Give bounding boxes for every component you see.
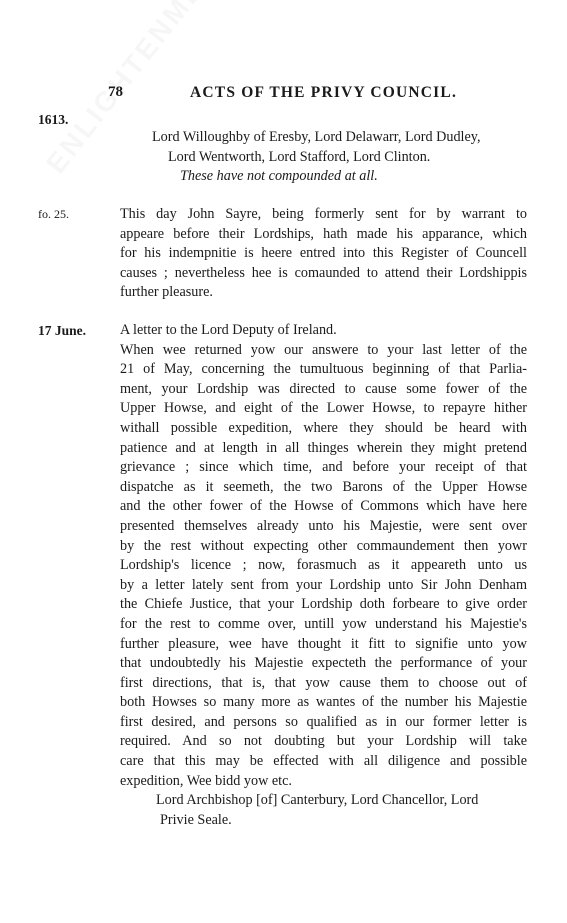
letter-line: further pleasure, wee have thought it fitt to signifie unto yow (120, 635, 527, 652)
signatory-line: Lord Archbishop [of] Canterbury, Lord Chancellor, Lord (156, 792, 479, 809)
margin-year: 1613. (38, 112, 69, 127)
lords-line: Lord Wentworth, Lord Stafford, Lord Clinton. (168, 148, 431, 165)
sayre-entry (120, 205, 527, 303)
sayre-line: appeare before their Lordships, hath made his apparance, which (120, 225, 527, 242)
letter-line: Lordship's licence ; now, forasmuch as it appeareth unto us (120, 557, 527, 574)
margin-folio: fo. 25. (38, 207, 69, 221)
sayre-line: This day John Sayre, being formerly sent for by warrant to (120, 206, 527, 222)
sayre-line: for his indempnitie is heere entred into this Register of Councell (120, 245, 527, 262)
letter-line: for the rest to comme over, untill yow understand his Majestie's (120, 615, 527, 632)
letter-line: ment, your Lordship was directed to cause some fower of the (120, 380, 527, 397)
margin-date: 17 June. (38, 323, 87, 338)
letter-line: by the rest without expecting other commaundement then yowr (120, 537, 527, 554)
letter-line: When wee returned yow our answere to your last letter of the (120, 341, 527, 358)
signatory-line: Privie Seale. (160, 811, 232, 828)
letter-line: that undoubtedly his Majestie expecteth the performance of your (120, 655, 527, 672)
letter-line: first directions, that is, that yow cause them to choose out of (120, 674, 527, 691)
page-header (0, 84, 567, 106)
letter-line: patience and at length in all thinges wherein they might pretend (120, 439, 527, 456)
letter-line: by a letter lately sent from your Lordship unto Sir John Denham (120, 576, 527, 593)
letter-line: grievance ; since which time, and before your receipt of that (120, 459, 527, 476)
lords-block (152, 128, 527, 187)
sayre-line: causes ; nevertheless hee is comaunded to attend their Lordshippis (120, 264, 527, 281)
letter-line: care that this may be effected with all diligence and possible (120, 753, 527, 770)
letter-line: and the other fower of the Howse of Commons which have here (120, 498, 527, 515)
running-title: ACTS OF THE PRIVY COUNCIL. (190, 84, 458, 101)
letter-heading: A letter to the Lord Deputy of Ireland. (120, 322, 337, 338)
letter-line: first desired, and persons so qualified as in our former letter is (120, 713, 527, 730)
letter-line: presented themselves already unto his Majestie, were sent over (120, 517, 527, 534)
letter-line: expedition, Wee bidd yow etc. (120, 772, 292, 789)
letter-entry (120, 321, 527, 830)
lords-line: Lord Willoughby of Eresby, Lord Delawarr, Lord Dudley, (152, 129, 481, 145)
letter-line: required. And so not doubting but your Lordship will take (120, 733, 527, 750)
letter-line: withall possible expedition, where they should be heard with (120, 419, 527, 436)
letter-line: 21 of May, concerning the tumultuous beginning of that Parlia- (120, 361, 527, 378)
letter-line: dispatche as it seemeth, the two Barons of the Upper Howse (120, 478, 527, 495)
page-number: 78 (108, 84, 123, 100)
letter-line: Upper Howse, and eight of the Lower Howse, to repayre hither (120, 400, 527, 417)
letter-line: both Howses so many more as wantes of the number his Majestie (120, 694, 527, 711)
lords-note: These have not compounded at all. (180, 168, 378, 185)
sayre-line: further pleasure. (120, 284, 213, 301)
letter-line: the Chiefe Justice, that your Lordship doth forbeare to give order (120, 596, 527, 613)
